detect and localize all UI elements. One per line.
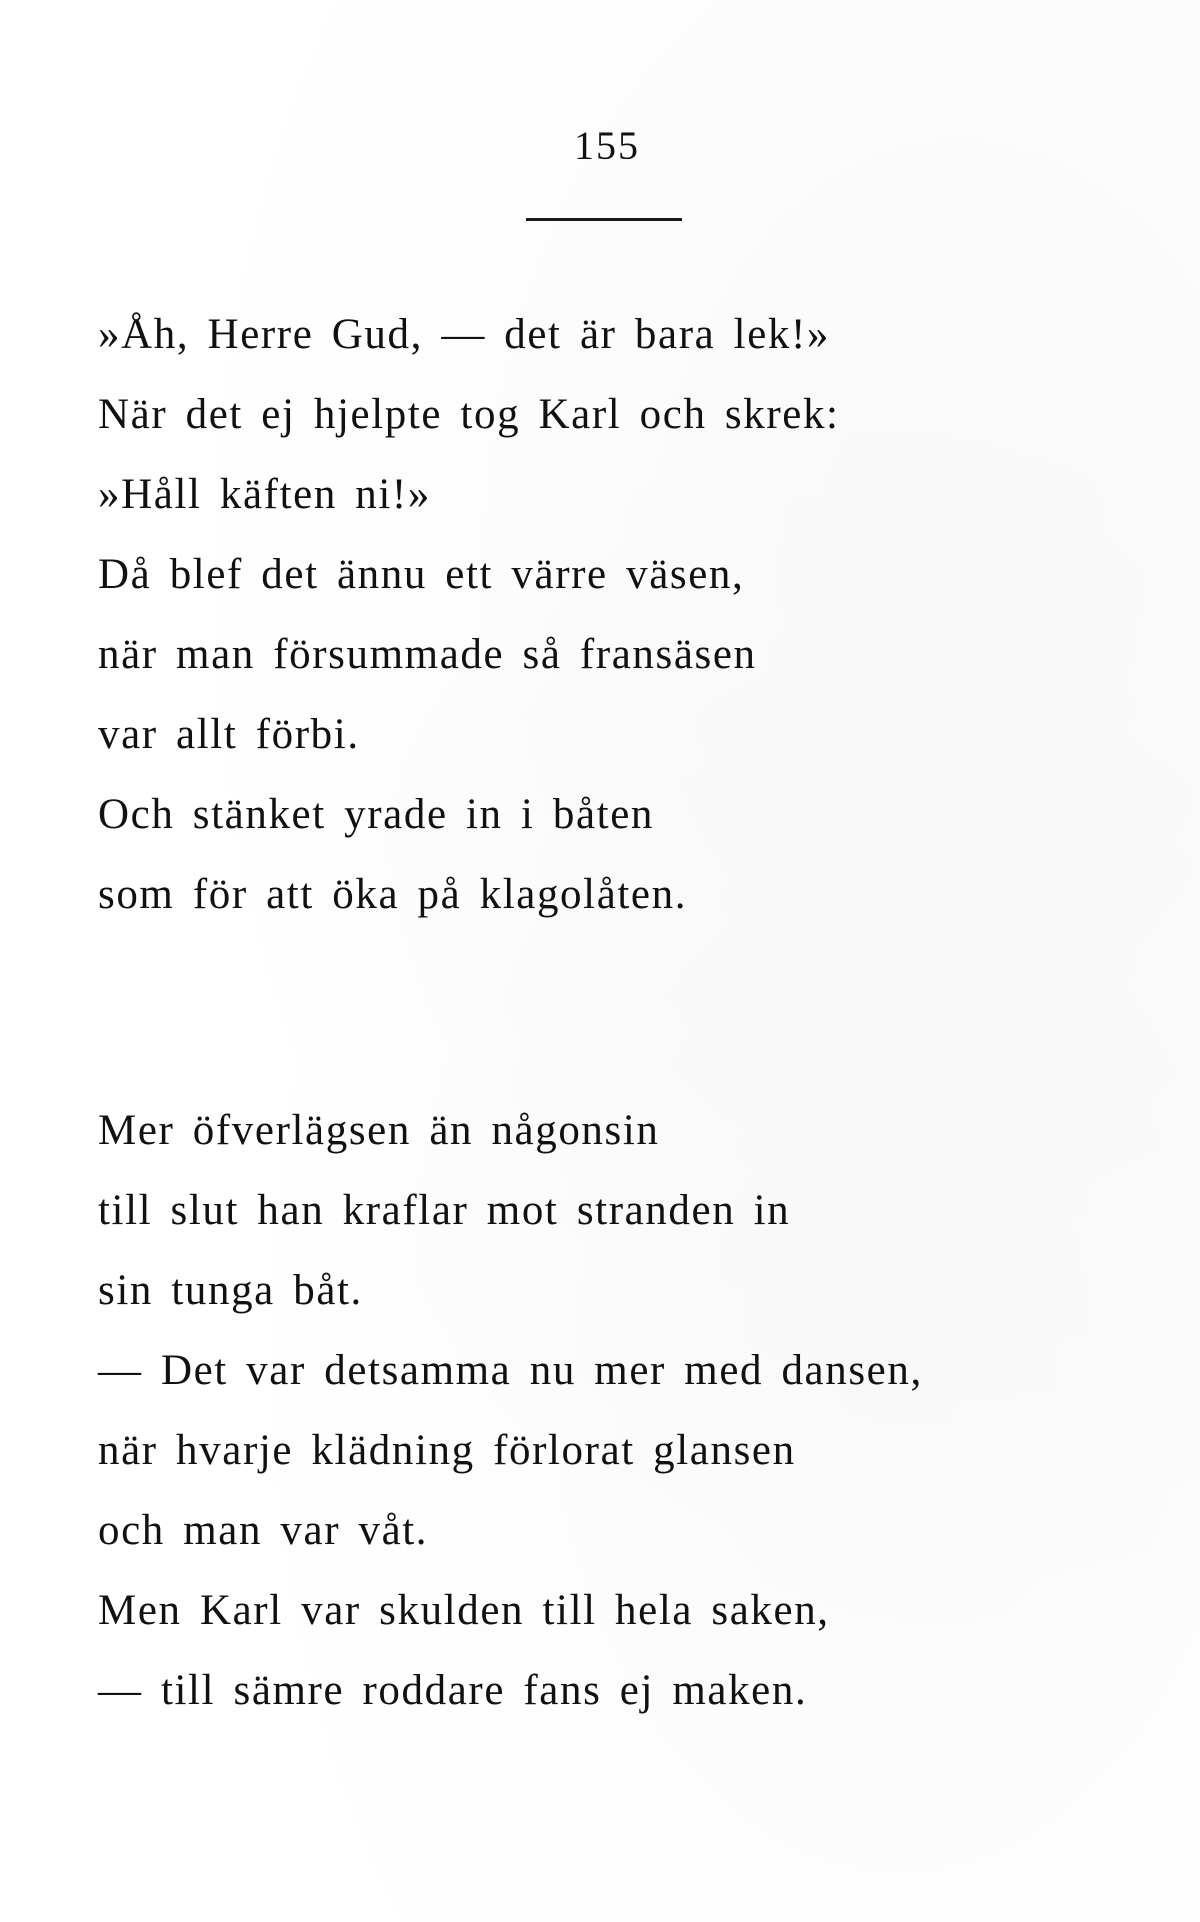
verse-line: »Håll käften ni!» xyxy=(98,471,431,518)
verse-line: när hvarje klädning förlorat glansen xyxy=(98,1427,796,1474)
header-rule xyxy=(526,218,682,221)
verse-line: Då blef det ännu ett värre väsen, xyxy=(98,551,745,598)
stanza-1 xyxy=(98,295,840,935)
verse-line: till slut han kraflar mot stranden in xyxy=(98,1187,791,1234)
verse-line: som för att öka på klagolåten. xyxy=(98,871,688,918)
verse-line: och man var våt. xyxy=(98,1507,429,1554)
verse-line: Men Karl var skulden till hela saken, xyxy=(98,1587,830,1634)
verse-line: När det ej hjelpte tog Karl och skrek: xyxy=(98,391,840,438)
stanza-2 xyxy=(98,1091,923,1731)
page-number: 155 xyxy=(574,123,640,168)
verse-line: när man försummade så fransäsen xyxy=(98,631,757,678)
verse-line: sin tunga båt. xyxy=(98,1267,363,1314)
verse-line: Och stänket yrade in i båten xyxy=(98,791,654,838)
verse-line: Mer öfverlägsen än någonsin xyxy=(98,1107,660,1154)
verse-line: »Åh, Herre Gud, — det är bara lek!» xyxy=(98,311,830,358)
verse-line: var allt förbi. xyxy=(98,711,360,758)
verse-line: — till sämre roddare fans ej maken. xyxy=(98,1667,808,1714)
verse-line: — Det var detsamma nu mer med dansen, xyxy=(98,1347,923,1394)
